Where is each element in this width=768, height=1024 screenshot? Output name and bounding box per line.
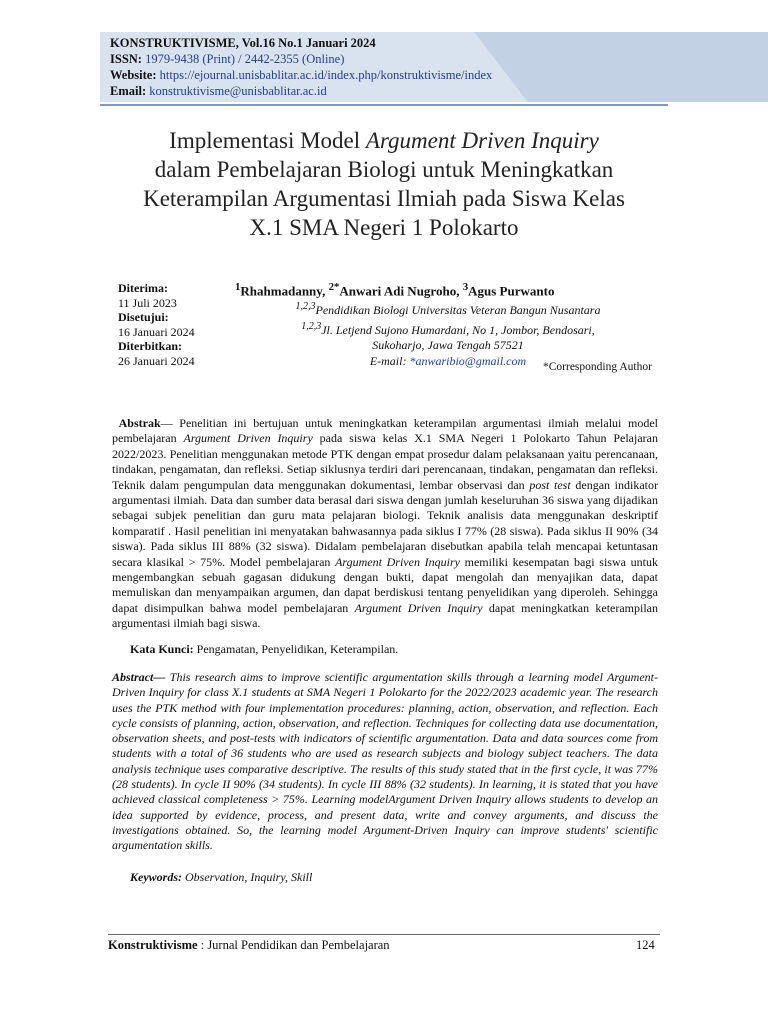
journal-header <box>110 35 492 99</box>
abstract-indonesian: Abstrak— Penelitian ini bertujuan untuk meningkatkan keterampilan argumentasi ilmiah melalui model pembelajaran Argument Driven Inquiry pada siswa kelas X.1 SMA Negeri 1 Polokarto Tahun Pelajaran 2022/2023. Penelitian menggunakan metode PTK dengan empat prosedur dalam pelaksanaan yaitu perencanaan, tindakan, pengamatan, dan refleksi. Setiap siklusnya terdiri dari perencanaan, tindakan, pengamatan dan refleksi. Teknik dalam pengumpulan data menggunakan dokumentasi, lembar observasi dan post test dengan indikator argumentasi ilmiah. Data dan sumber data berasal dari siswa dengan jumlah keseluruhan 36 siswa yang dijadikan sebagai subjek penelitian dan guru mata pelajaran biologi. Teknik analisis data menggunakan deskriptif komparatif . Hasil penelitian ini menyatakan bahwasannya pada siklus I 77% (28 siswa). Pada siklus II 90% (34 siswa). Pada siklus III 88% (32 siswa). Didalam pembelajaran disebutkan apabila telah mencapai ketuntasan secara klasikal > 75%. Model pembelajaran Argument Driven Inquiry memiliki kesempatan bagi siswa untuk mengembangkan sebuah gagasan didukung dengan bukti, dapat mengolah dan menyajikan data, dapat memuliskan dan menyampaikan argumen, dan dapat berdiskusi tentang penyelidikan yang diperoleh. Sehingga dapat disimpulkan bahwa model pembelajaran Argument Driven Inquiry dapat meningkatkan keterampilan argumentasi ilmiah bagi siswa. <box>112 416 659 631</box>
header-divider <box>100 104 668 106</box>
title-line3: Keterampilan Argumentasi Ilmiah pada Siswa Kelas <box>143 186 625 211</box>
page-number: 124 <box>636 938 655 952</box>
title-line2: dalam Pembelajaran Biologi untuk Meningkatkan <box>154 157 614 182</box>
title-part1: Implementasi Model <box>169 128 366 153</box>
accepted-date: 16 Januari 2024 <box>118 324 195 339</box>
author-2: Anwari Adi Nugroho, <box>339 283 463 299</box>
received-label: Diterima: <box>118 281 168 295</box>
keywords-english <box>130 870 312 885</box>
kata-kunci-label: Kata Kunci: <box>130 642 194 656</box>
keywords-label: Keywords: <box>130 870 182 884</box>
footer-divider <box>108 934 660 935</box>
abstract-en-heading: Abstract— <box>112 670 166 684</box>
affiliation-line3: Sukoharjo, Jawa Tengah 57521 <box>372 338 524 353</box>
author-1: Rhahmadanny, <box>240 283 329 299</box>
accepted-label: Disetujui: <box>118 310 169 324</box>
footer-journal: Konstruktivisme : Jurnal Pendidikan dan Pembelajaran <box>108 938 390 952</box>
title-line4: X.1 SMA Negeri 1 Polokarto <box>249 215 519 240</box>
abstract-english <box>112 670 658 854</box>
author-3: Agus Purwanto <box>468 283 555 299</box>
author-email-link[interactable]: *anwaribio@gmail.com <box>409 353 527 368</box>
affiliation: $^{1,2,3}$Pendidikan Biologi Universitas Veteran Bangun Nusantara $^{1,2,3}$Jl. Letjend Sujono Humardani, No 1, Jombor, Bendosari, Sukoharjo, Jawa Tengah 57521 E-mail: *anwaribio@gmail.com <box>248 299 648 369</box>
keywords-indonesian <box>130 642 398 657</box>
issn-value[interactable]: 1979-9438 (Print) / 2442-2355 (Online) <box>145 52 345 66</box>
corresponding-note: *Corresponding Author <box>543 361 652 373</box>
website-link[interactable]: https://ejournal.unisbablitar.ac.id/index.php/konstruktivisme/index <box>159 68 493 82</box>
abstract-heading: Abstrak <box>118 416 161 430</box>
affiliation-line1: Pendidikan Biologi Universitas Veteran Bangun Nusantara <box>315 303 601 318</box>
article-dates <box>118 281 195 368</box>
kata-kunci-value: Pengamatan, Penyelidikan, Keterampilan. <box>193 642 399 656</box>
published-label: Diterbitkan: <box>118 339 182 353</box>
email-label: Email: <box>110 84 147 98</box>
author-block <box>230 281 670 369</box>
abstract-en-text: This research aims to improve scientific argumentation skills through a learning model Argument-Driven Inquiry for class X.1 students at SMA Negeri 1 Polokarto for the 2022/2023 academic year. The research uses the PTK method with four implementation procedures: planning, action, observation, and reflection. Each cycle consists of planning, action, observation, and reflection. Techniques for collecting data use documentation, observation sheets, and post-tests with indicators of scientific argumentation. Data and data sources come from students with a total of 36 students who are used as research subjects and biology subject teachers. The data analysis technique uses comparative descriptive. The results of this study stated that in the first cycle, it was 77% (28 students). In cycle II 90% (34 students). In cycle III 88% (32 students). In learning, it is stated that you have achieved classical completeness > 75%. Learning modelArgument Driven Inquiry allows students to develop an idea supported by evidence, process, and present data, write and convey arguments, and discuss the investigations obtained. So, the learning model Argument-Driven Inquiry can improve students' scientific argumentation skills. <box>112 670 658 853</box>
website-label: Website: <box>110 68 157 82</box>
email-link[interactable]: konstruktivisme@unisbablitar.ac.id <box>149 84 327 98</box>
journal-title: KONSTRUKTIVISME, Vol.16 No.1 Januari 2024 <box>110 36 376 50</box>
received-date: 11 Juli 2023 <box>118 295 177 310</box>
title-italic: Argument Driven Inquiry <box>365 128 599 153</box>
keywords-value: Observation, Inquiry, Skill <box>182 870 313 884</box>
paper-title <box>100 126 668 242</box>
author-email-label: E-mail: <box>369 353 410 368</box>
published-date: 26 Januari 2024 <box>118 353 195 368</box>
author-names: $^1$Rhahmadanny, $^{2*}$Anwari Adi Nugroho, $^3$Agus Purwanto <box>235 281 555 299</box>
issn-label: ISSN: <box>110 52 142 66</box>
affiliation-line2: Jl. Letjend Sujono Humardani, No 1, Jombor, Bendosari, <box>321 322 595 337</box>
